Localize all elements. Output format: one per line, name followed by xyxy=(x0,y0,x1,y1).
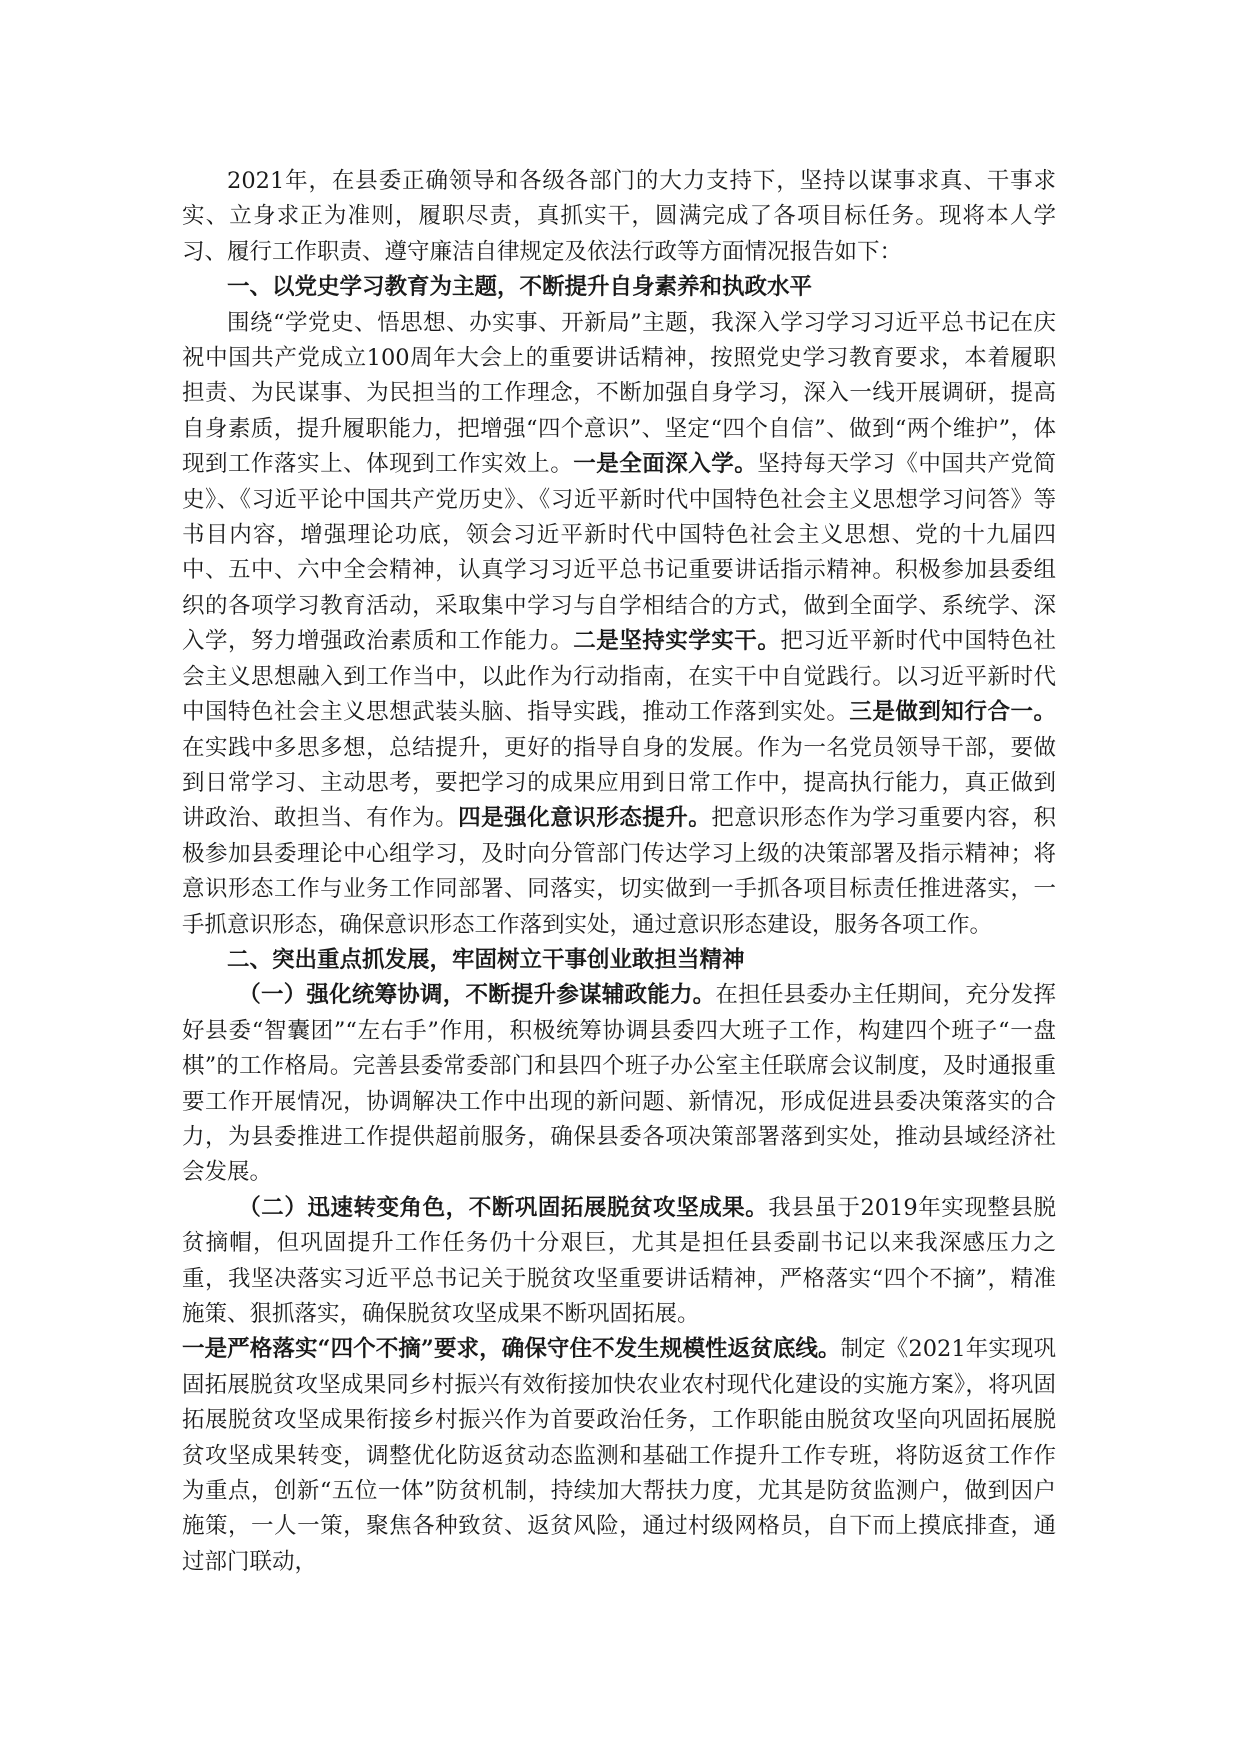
section2-sub2-point1-text: 制定《2021年实现巩固拓展脱贫攻坚成果同乡村振兴有效衔接加快农业农村现代化建设的实施方案》，将巩固拓展脱贫攻坚成果衔接乡村振兴作为首要政治任务，工作职能由脱贫攻坚向巩固拓展脱贫攻坚成果转变，调整优化防返贫动态监测和基础工作提升工作专班，将防返贫工作作为重点，创新“五位一体”防贫机制，持续加大帮扶力度，尤其是防贫监测户，做到因户施策，一人一策，聚焦各种致贫、返贫风险，通过村级网格员，自下而上摸底排查，通过部门联动， xyxy=(182,1336,1057,1575)
section2-sub1-paragraph xyxy=(182,978,1056,1190)
section1-point4-title: 四是强化意识形态提升。 xyxy=(458,805,712,832)
section1-heading: 一、以党史学习教育为主题，不断提升自身素养和执政水平 xyxy=(227,274,813,301)
section2-sub1-heading: （一）强化统筹协调，不断提升参谋辅政能力。 xyxy=(238,982,716,1009)
section1-point2-text: 把习近平新时代中国特色社会主义思想融入到工作当中，以此作为行动指南，在实干中自觉践行。以习近平新时代中国特色社会主义思想武装头脑、指导实践，推动工作落到实处。 xyxy=(182,628,1056,726)
section1-paragraph xyxy=(182,306,1056,943)
intro-paragraph: 2021年，在县委正确领导和各级各部门的大力支持下，坚持以谋事求真、干事求实、立身求正为准则，履职尽责，真抓实干，圆满完成了各项目标任务。现将本人学习、履行工作职责、遵守廉洁自律规定及依法行政等方面情况报告如下： xyxy=(182,168,1056,265)
section2-heading: 二、突出重点抓发展，牢固树立干事创业敢担当精神 xyxy=(227,946,745,973)
section2-sub1-text: 在担任县委办主任期间，充分发挥好县委“智囊团”“左右手”作用，积极统筹协调县委四大班子工作，构建四个班子“一盘棋”的工作格局。完善县委常委部门和县四个班子办公室主任联席会议制度，及时通报重要工作开展情况，协调解决工作中出现的新问题、新情况，形成促进县委决策落实的合力，为县委推进工作提供超前服务，确保县委各项决策部署落到实处，推动县域经济社会发展。 xyxy=(182,982,1056,1186)
section2-sub2-text: 我县虽于2019年实现整县脱贫摘帽，但巩固提升工作任务仍十分艰巨，尤其是担任县委副书记以来我深感压力之重，我坚决落实习近平总书记关于脱贫攻坚重要讲话精神，严格落实“四个不摘”，精准施策、狠抓落实，确保脱贫攻坚成果不断巩固拓展。 xyxy=(182,1194,1056,1327)
section1-point3-text: 在实践中多思多想，总结提升，更好的指导自身的发展。作为一名党员领导干部，要做到日常学习、主动思考，要把学习的成果应用到日常工作中，提高执行能力，真正做到讲政治、敢担当、有作为。 xyxy=(182,734,1056,832)
section1-point2-title: 二是坚持实学实干。 xyxy=(573,628,781,655)
section2-sub2-point1-title: 一是严格落实“四个不摘”要求，确保守住不发生规模性返贫底线。 xyxy=(182,1336,841,1363)
section2-sub2-heading: （二）迅速转变角色，不断巩固拓展脱贫攻坚成果。 xyxy=(238,1194,769,1221)
section1-point1-text: 坚持每天学习《中国共产党简史》、《习近平论中国共产党历史》、《习近平新时代中国特色社会主义思想学习问答》等书目内容，增强理论功底，领会习近平新时代中国特色社会主义思想、党的十九届四中、五中、六中全会精神，认真学习习近平总书记重要讲话指示精神。积极参加县委组织的各项学习教育活动，采取集中学习与自学相结合的方式，做到全面学、系统学、深入学，努力增强政治素质和工作能力。 xyxy=(182,451,1056,655)
section1-point4-text: 把意识形态作为学习重要内容，积极参加县委理论中心组学习，及时向分管部门传达学习上级的决策部署及指示精神；将意识形态工作与业务工作同部署、同落实，切实做到一手抓各项目标责任推进落实，一手抓意识形态，确保意识形态工作落到实处，通过意识形态建设，服务各项工作。 xyxy=(182,805,1056,938)
document-body xyxy=(182,164,1056,1580)
section2-sub2-paragraph xyxy=(182,1191,1056,1333)
section2-sub2-point1-paragraph xyxy=(182,1332,1056,1580)
section1-point3-title: 三是做到知行合一。 xyxy=(849,699,1056,726)
section1-point1-title: 一是全面深入学。 xyxy=(573,451,758,478)
section1-lead-text: 围绕“学党史、悟思想、办实事、开新局”主题，我深入学习学习习近平总书记在庆祝中国共产党成立100周年大会上的重要讲话精神，按照党史学习教育要求，本着履职担责、为民谋事、为民担当的工作理念，不断加强自身学习，深入一线开展调研，提高自身素质，提升履职能力，把增强“四个意识”、坚定“四个自信”、做到“两个维护”，体现到工作落实上、体现到工作实效上。 xyxy=(182,309,1056,478)
